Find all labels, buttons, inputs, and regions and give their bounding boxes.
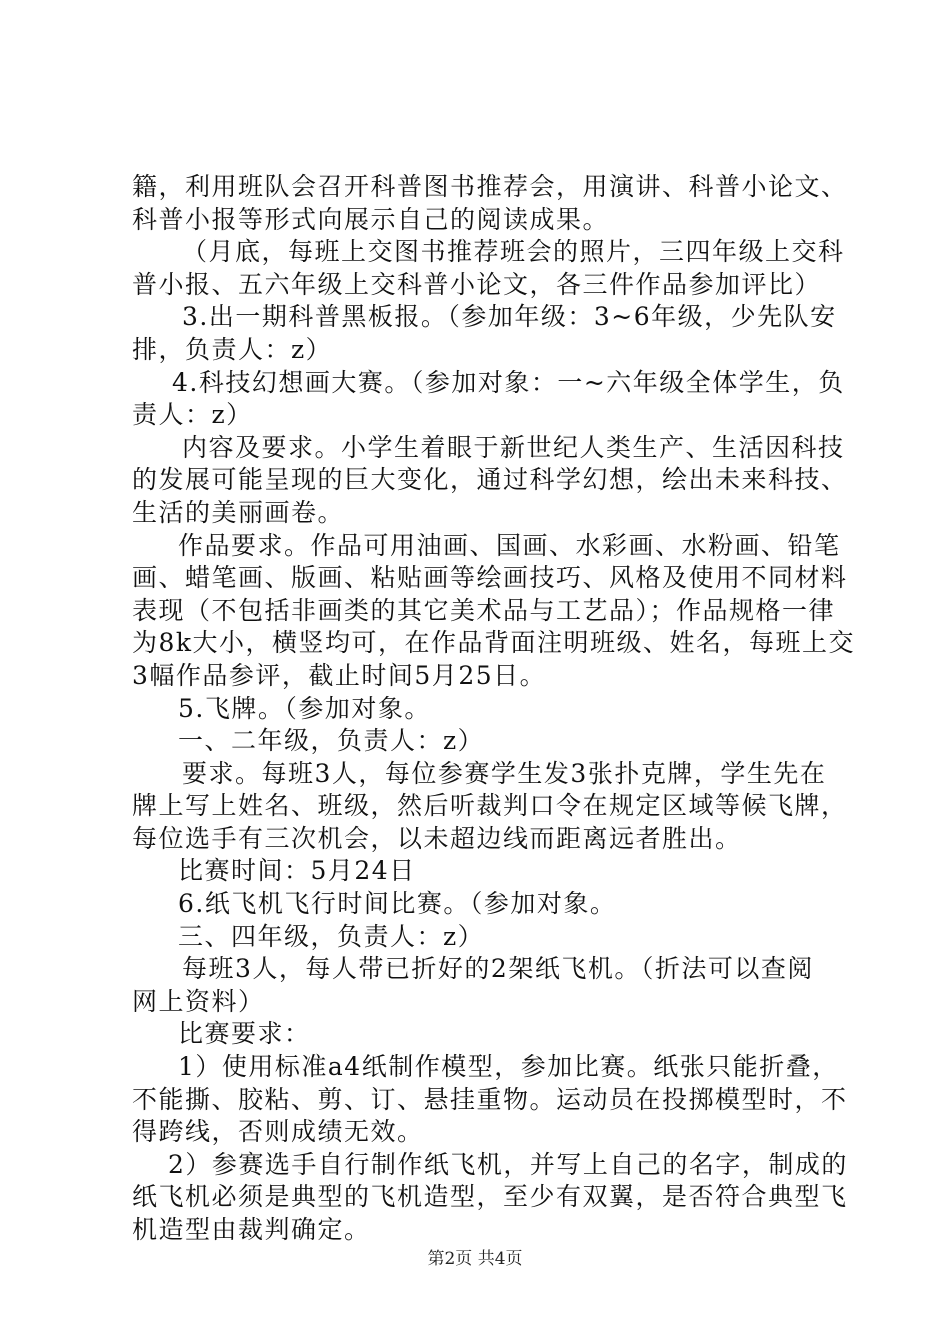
text-line: 籍，利用班队会召开科普图书推荐会，用演讲、科普小论文、 [132,172,848,201]
text-line: 网上资料） [132,986,265,1016]
text-line: 作品要求。作品可用油画、国画、水彩画、水粉画、铅笔 [178,530,841,560]
text-line: 排，负责人：z） [132,334,333,364]
text-line: 5.飞牌。（参加对象。 [178,693,431,723]
document-body [132,171,856,1247]
text-line: 科普小报等形式向展示自己的阅读成果。 [132,204,610,234]
text-line: 责人：z） [132,400,253,430]
text-line: 纸飞机必须是典型的飞机造型，至少有双翼，是否符合典型飞 [132,1182,848,1212]
text-line: 2）参赛选手自行制作纸飞机，并写上自己的名字，制成的 [168,1149,848,1179]
text-line: 为8k大小，横竖均可，在作品背面注明班级、姓名，每班上交 [132,628,856,658]
text-line: 不能撕、胶粘、剪、订、悬挂重物。运动员在投掷模型时，不 [132,1084,848,1114]
text-line: 的发展可能呈现的巨大变化，通过科学幻想，绘出未来科技、 [132,465,848,495]
text-line: 比赛时间：5月24日 [178,856,416,886]
text-line: （月底，每班上交图书推荐班会的照片，三四年级上交科 [182,237,845,267]
text-line: 每班3人，每人带已折好的2架纸飞机。（折法可以查阅 [182,954,814,984]
text-line: 内容及要求。小学生着眼于新世纪人类生产、生活因科技 [182,432,845,462]
page-number-footer: 第2页 共4页 [427,1249,523,1269]
text-line: 1）使用标准a4纸制作模型，参加比赛。纸张只能折叠， [178,1052,839,1082]
text-line: 比赛要求： [178,1019,311,1049]
text-line: 普小报、五六年级上交科普小论文，各三件作品参加评比） [132,269,822,299]
text-line: 4.科技幻想画大赛。（参加对象：一~六年级全体学生，负 [172,367,845,397]
text-line: 机造型由裁判确定。 [132,1215,371,1244]
text-line: 一、二年级，负责人：z） [178,726,485,756]
text-line: 画、蜡笔画、版画、粘贴画等绘画技巧、风格及使用不同材料 [132,563,848,593]
text-line: 牌上写上姓名、班级，然后听裁判口令在规定区域等候飞牌， [132,791,848,821]
text-line: 要求。每班3人，每位参赛学生发3张扑克牌，学生先在 [182,758,827,788]
text-line: 三、四年级，负责人：z） [178,921,485,951]
text-line: 3幅作品参评，截止时间5月25日。 [132,660,547,690]
text-line: 6.纸飞机飞行时间比赛。（参加对象。 [178,889,617,919]
text-line: 3.出一期科普黑板报。（参加年级：3~6年级，少先队安 [182,302,837,332]
text-line: 生活的美丽画卷。 [132,497,345,527]
text-line: 表现（不包括非画类的其它美术品与工艺品）；作品规格一律 [132,595,836,625]
text-line: 每位选手有三次机会，以未超边线而距离远者胜出。 [132,823,742,853]
text-line: 得跨线，否则成绩无效。 [132,1117,424,1147]
